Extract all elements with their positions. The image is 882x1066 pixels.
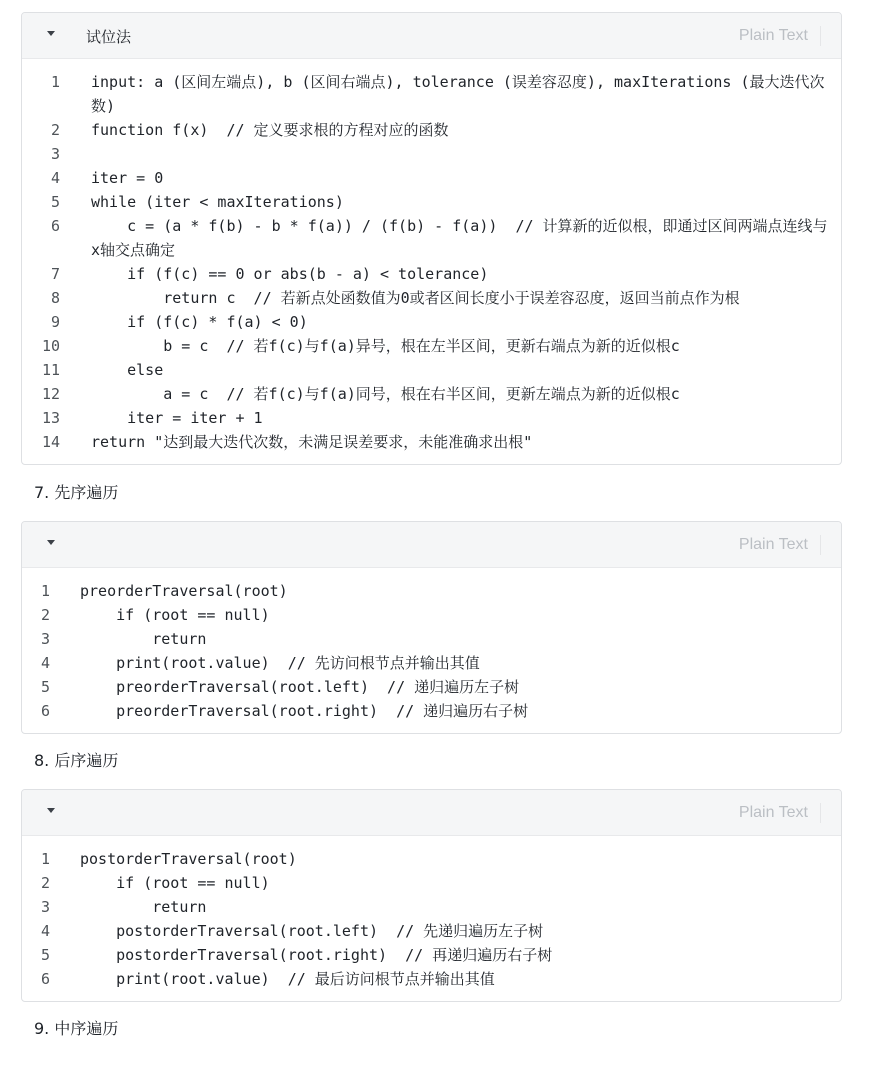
code-line <box>22 406 841 430</box>
code-line <box>22 430 841 454</box>
line-number: 6 <box>40 970 50 988</box>
line-number: 1 <box>40 850 50 868</box>
line-number: 3 <box>40 898 50 916</box>
code-text: if (root == null) <box>80 606 270 624</box>
collapse-toggle-icon[interactable] <box>47 540 55 545</box>
code-text: print(root.value) // 最后访问根节点并输出其值 <box>80 970 495 988</box>
code-text: a = c // 若f(c)与f(a)同号，根在右半区间，更新左端点为新的近似根c <box>91 385 680 403</box>
line-number: 12 <box>41 385 60 403</box>
code-line <box>22 142 841 166</box>
code-line <box>22 943 841 967</box>
code-line <box>22 895 841 919</box>
code-text: return <box>80 898 207 916</box>
line-number: 1 <box>40 582 50 600</box>
code-text: else <box>91 361 164 379</box>
code-line <box>22 603 841 627</box>
code-text: if (root == null) <box>80 874 270 892</box>
code-line <box>22 214 841 262</box>
code-text: postorderTraversal(root.left) // 先递归遍历左子树 <box>80 922 544 940</box>
code-line <box>22 919 841 943</box>
code-line <box>22 286 841 310</box>
line-number: 1 <box>50 73 60 91</box>
code-text: while (iter < maxIterations) <box>91 193 344 211</box>
code-text: postorderTraversal(root.right) // 再递归遍历右子树 <box>80 946 553 964</box>
code-body <box>22 59 841 464</box>
line-number: 3 <box>40 630 50 648</box>
line-number: 14 <box>41 433 60 451</box>
line-number: 8 <box>50 289 60 307</box>
code-block-header <box>22 522 841 568</box>
code-text: if (f(c) == 0 or abs(b - a) < tolerance) <box>91 265 489 283</box>
code-text: preorderTraversal(root) <box>80 582 288 600</box>
line-number: 4 <box>40 654 50 672</box>
code-block-title: 试位法 <box>86 28 132 46</box>
language-selector[interactable]: Plain Text <box>739 535 821 555</box>
line-number: 10 <box>41 337 60 355</box>
code-line <box>22 627 841 651</box>
code-line <box>22 871 841 895</box>
code-text: print(root.value) // 先访问根节点并输出其值 <box>80 654 480 672</box>
code-text: return c // 若新点处函数值为0或者区间长度小于误差容忍度，返回当前点作为根 <box>91 289 740 307</box>
language-selector[interactable]: Plain Text <box>739 26 821 46</box>
code-line <box>22 675 841 699</box>
code-line <box>22 699 841 723</box>
code-line <box>22 382 841 406</box>
line-number: 6 <box>50 217 60 235</box>
code-line <box>22 334 841 358</box>
section-heading-preorder: 7. 先序遍历 <box>34 483 119 502</box>
line-number: 2 <box>40 874 50 892</box>
code-line <box>22 847 841 871</box>
code-text <box>91 142 833 166</box>
code-line <box>22 118 841 142</box>
code-line <box>22 190 841 214</box>
code-line <box>22 166 841 190</box>
line-number: 2 <box>50 121 60 139</box>
line-number: 2 <box>40 606 50 624</box>
code-text: iter = 0 <box>91 169 164 187</box>
line-number: 5 <box>40 678 50 696</box>
code-block-postorder <box>21 789 842 1002</box>
line-number: 9 <box>50 313 60 331</box>
code-text: preorderTraversal(root.right) // 递归遍历右子树 <box>80 702 529 720</box>
code-text: input: a (区间左端点), b (区间右端点), tolerance (误差容忍度), maxIterations (最大迭代次数) <box>91 73 825 115</box>
code-text: iter = iter + 1 <box>91 409 263 427</box>
code-text: if (f(c) * f(a) < 0) <box>91 313 308 331</box>
code-block-preorder <box>21 521 842 734</box>
code-text: return <box>80 630 207 648</box>
code-line <box>22 967 841 991</box>
code-block-header <box>22 13 841 59</box>
code-text: return "达到最大迭代次数，未满足误差要求，未能准确求出根" <box>91 433 533 451</box>
line-number: 11 <box>41 361 60 379</box>
code-line <box>22 310 841 334</box>
line-number: 6 <box>40 702 50 720</box>
code-text: postorderTraversal(root) <box>80 850 297 868</box>
code-line <box>22 70 841 118</box>
line-number: 5 <box>50 193 60 211</box>
code-block-header <box>22 790 841 836</box>
line-number: 7 <box>50 265 60 283</box>
line-number: 4 <box>40 922 50 940</box>
code-line <box>22 579 841 603</box>
section-heading-postorder: 8. 后序遍历 <box>34 751 119 770</box>
code-text: b = c // 若f(c)与f(a)异号，根在左半区间，更新右端点为新的近似根c <box>91 337 680 355</box>
line-number: 13 <box>41 409 60 427</box>
collapse-toggle-icon[interactable] <box>47 31 55 36</box>
code-body <box>22 836 841 1001</box>
code-body <box>22 568 841 733</box>
code-block-false-position <box>21 12 842 465</box>
line-number: 4 <box>50 169 60 187</box>
section-heading-inorder: 9. 中序遍历 <box>34 1019 119 1038</box>
line-number: 3 <box>50 145 60 163</box>
line-number: 5 <box>40 946 50 964</box>
code-line <box>22 651 841 675</box>
collapse-toggle-icon[interactable] <box>47 808 55 813</box>
language-selector[interactable]: Plain Text <box>739 803 821 823</box>
code-text: c = (a * f(b) - b * f(a)) / (f(b) - f(a)) // 计算新的近似根，即通过区间两端点连线与x轴交点确定 <box>91 217 828 259</box>
code-text: function f(x) // 定义要求根的方程对应的函数 <box>91 121 449 139</box>
code-line <box>22 262 841 286</box>
code-text: preorderTraversal(root.left) // 递归遍历左子树 <box>80 678 520 696</box>
code-line <box>22 358 841 382</box>
